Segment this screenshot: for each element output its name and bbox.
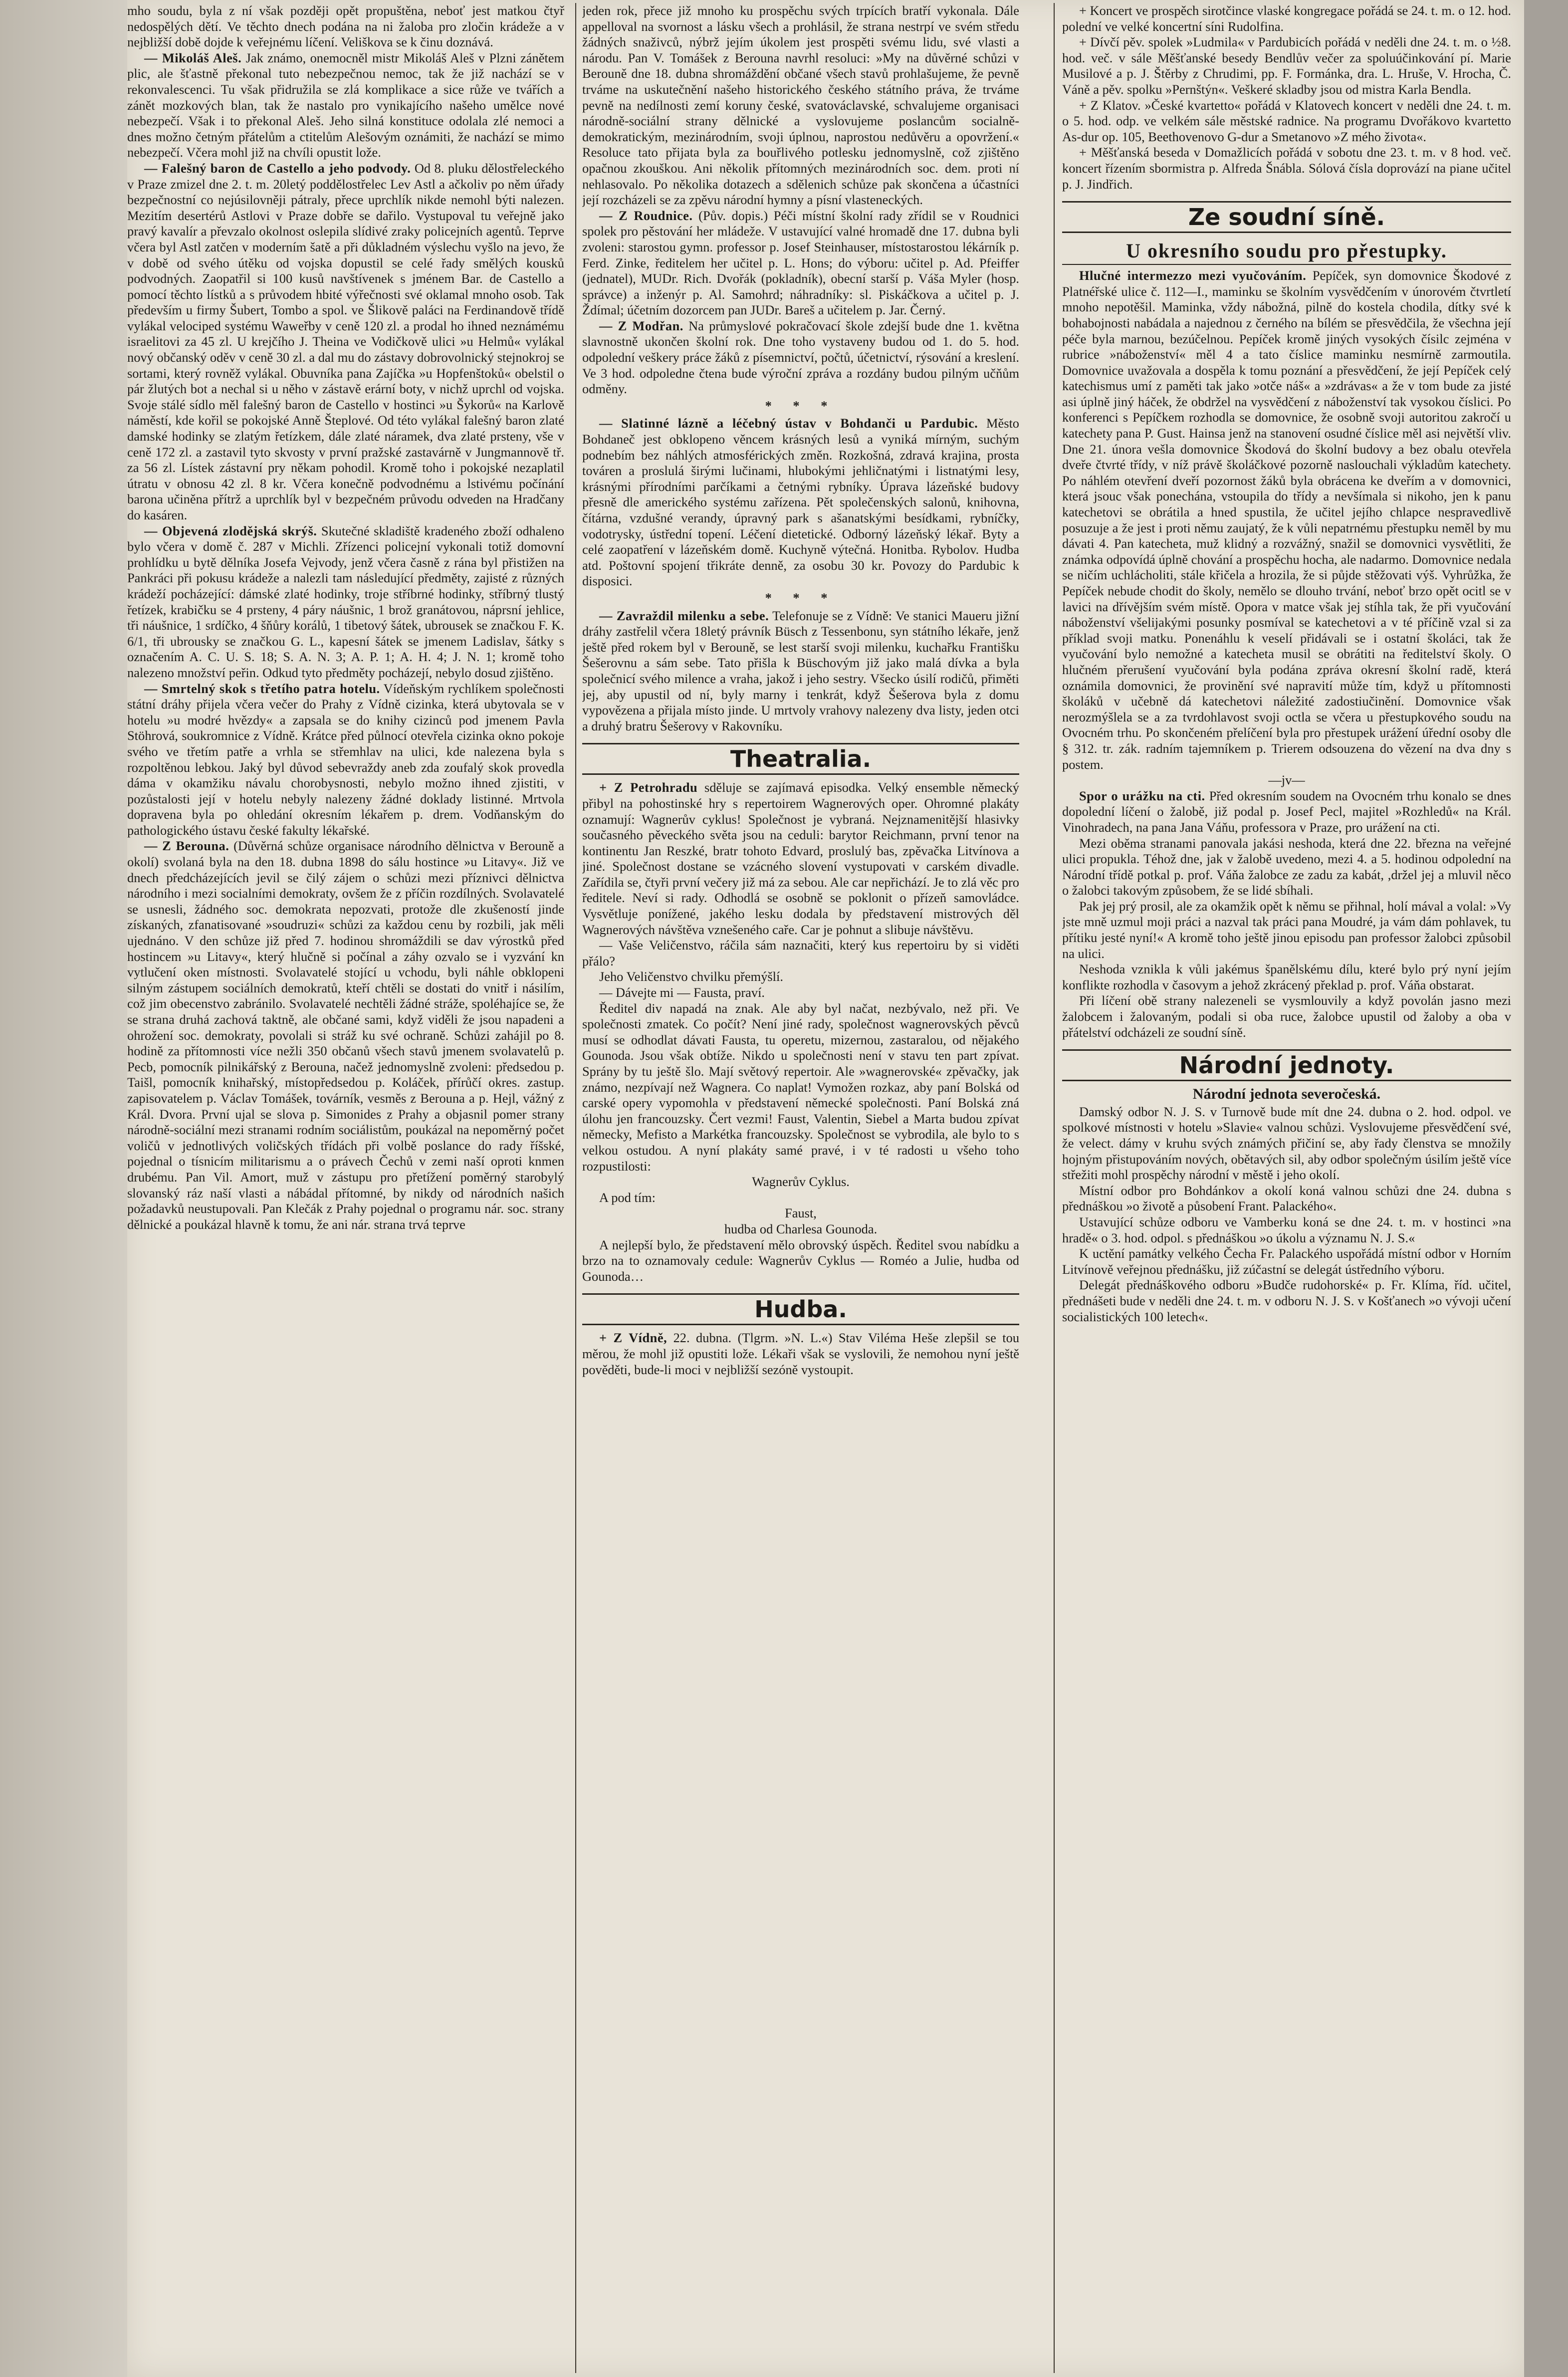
section-title-soudni-sin: Ze soudní síně. — [1062, 201, 1511, 233]
article-headline: — Z Roudnice. — [599, 208, 693, 223]
column-rule — [1054, 3, 1055, 2373]
article-body: Od 8. pluku dělostřeleckého v Praze zmizel dne 2. t. m. 20letý poddělostřelec Lev Astl a ačkoliv po něm úřady bezpečnostní co nejúsilovněji pátraly, přece uprchlík nikde nemohl býti nalezen. Mezitím desertérů Astlovi v Praze dobře se dařilo. Vystupoval tu veřejně jako pravý kavalír a převzalo okolnost oslepila slídivé zraky policejních agentů. Teprve včera byl Astl zatčen v moderním šatě a při důkladném výslechu vyšlo na jevo, že v době od svého útěku od vojska dopustil se celé řady smělých kousků podvodných. Zaopatřil si 100 kusů navštívenek s jménem Bar. de Castello a pomocí těchto lístků a s průvodem hbité výřečnosti své oklamal mnoho osob. Tak především u firmy Šubert, Tombo a spol. ve Šlikově paláci na Ferdinandově třídě vylákal velociped systému Waweřby v ceně 120 zl. a prodal ho ihned neznámému israelitovi za 45 zl. U krejčího J. Theina ve Vodičkově ulici »u Helmů« vylákal nový občanský oděv v ceně 30 zl. a dal mu do zástavy dobrovolnický stejnokroj se sortami, který rovněž vylákal. Obuvníka pana Zajíčka »u Hopfenštoků« obelstil o pár žlutých bot a nechal si u něho v zástavě erární boty, v nichž uprchl od vojska. Svoje stálé sídlo měl falešný baron de Castello v hostinci »u Šykorů« na Karlově náměstí, kde kořil se pokojské Anně Šteplové. Od této vylákal falešný baron zlaté damské hodinky se zlatým řetízkem, dále zlaté náramek, dva zlaté prsteny, vše v ceně 172 zl. a zastavil tyto skvosty v první pražské zastavárně v Jungmannově tř. za 56 zl. Lístek zástavní pry někam pohodil. Kromě toho i pokojské nezaplatil útratu v obnosu 42 zl. 8 kr. Včera konečně podvodnému a lstivému počínání barona učiněna přítrž a uprchlík byl v bezpečném průvodu odveden na Hradčany do kasáren. — [127, 160, 564, 522]
poster-line: Faust, — [785, 1205, 817, 1221]
article-continuation: jeden rok, přece již mnoho ku prospěchu svých trpících bratří vykonala. Dále appelloval na svornost a lásku všech a prohlásil, že strana nestrpí ve svém středu žádných snaživců, nýbrž jejím úkolem jest prospěti svému lidu, své vlasti a národu. Pan V. Tomášek z Berouna navrhl resoluci: »My na důvěrné schůzi v Berouně dne 18. dubna shromáždění občané všech stavů prohlašujeme, že pevně trváme na uskutečnění našeho historického českého státního práva, že trváme pevně na nedílnosti zemí koruny české, svatováclavské, schvalujeme organisaci národně-sociální strany dělnické a vyslovujeme poslancům socialně-demokratickým, mezinárodním, svoji úplnou, naprostou nedůvěru a opovržení.« Resoluce tato přijata byla za bouřlivého potlesku jednomyslně, což zjištěno opačnou zkouškou. Ani několik přítomných mezinárodních soc. dem. proti ní nehlasovalo. Po několika dotazech a sdělenich schůze pak skončena a účastníci její rozcházeli se za zpěvu národní hymny a písní vlasteneckých. — [582, 3, 1019, 208]
notice-turnov: Damský odbor N. J. S. v Turnově bude mít dne 24. dubna o 2. hod. odpol. ve spolkové místnosti v hotelu »Slavie« valnou schůzi. Vyslovujeme přesvědčení své, že velect. dámy v kruhu svých známých přičiní se, aby řady členstva se množily hojným přistupováním nových, obětavých sil, aby odbor společným úsilím ještě více střežiti mohl prospěchy národní v městě i jeho okolí. — [1062, 1104, 1511, 1183]
article-headline: — Objevená zlodějská skrýš. — [144, 523, 317, 538]
article-lazne — [582, 416, 1019, 589]
right-scan-margin — [1524, 0, 1568, 2377]
article-body: Vídeňským rychlíkem společnosti státní dráhy přijela včera večer do Prahy z Vídně cizinka, která ubytovala se v hotelu »u modré hvězdy« a zapsala se do knihy cizinců pod jmenem Pavla Stöhrová, soukromnice z Vídně. Krátce před půlnocí otevřela cizinka okno pokoje svého ve třetím patře a vrhla se střemhlav na ulici, kde nalezena byla s rozpoltěnou lebkou. Jaký byl důvod sebevraždy aneb zda zoufalý skok provedla dáma v okamžiku návalu chorobysnosti, nebylo možno ihned zjistiti, v pozůstalosti její v hotelu nebyly nalezeny žádné doklady listinné. Mrtvola dopravena byla po ohledání okresním lékařem p. drem. Vodňanským do pathologického ústavu české fakulty lékařské. — [127, 681, 564, 838]
article-headline: — Z Modřan. — [599, 318, 683, 333]
article-body: Telefonuje se z Vídně: Ve stanici Maueru jižní dráhy zastřelil včera 18letý právník Büsch z Tessenbonu, syn státního lékaře, jenž ještě před rokem byl v Berouně, se lest starší svoji milenku, kuchařku Františku Šešerovnu a sám sebe. Tato přišla k Büschovým již jako malá dívka a byla společnicí svého milence a vraha, jakož i jeho sestry. Všecko úsilí rodičů, přiměti jej, aby upustil od ní, byly marny i tenkrát, když Šešerova byla z domu vypovězena a přijala místo jinde. U mrtvoly vrahovy nalezeny dva listy, jeden otci a druhý bratru Šešerovy v Rakovníku. — [582, 608, 1019, 733]
article-body: Město Bohdaneč jest obklopeno věncem krásných lesů a vyniká mírným, suchým podnebím bez náhlých atmosférických změn. Rozkošná, zdravá krajina, prosta továren a proslulá širými lučinami, hlubokými jehličnatými i listnatými lesy, krásnými přírodními parčíkami a četnými rybníky. Úprava lázeňské budovy přesně dle amerického systému zařízena. Pět společenských salonů, knihovna, čítárna, vzdušné verandy, úpravný park s ašanatskými besídkami, rybníčky, vodotrysky, ústřední topení. Léčení dietetické. Odborný lázeňský lékař. Byty a celé zaopatření v lázeňském domě. Kuchyně výtečná. Honitba. Rybolov. Hudba atd. Poštovní spojení třikráte denně, za osobu 30 kr. Povozy do Pardubic k disposici. — [582, 416, 1019, 589]
article-body: Ředitel div napadá na znak. Ale aby byl načat, nezbývalo, než při. Ve společnosti zmatek. Co počít? Není jiné rady, společnost wagnerovských pěvců musí se odhodlat dávati Fausta, tu operetu, mizernou, zastaralou, od nějakého Gounoda. Jsou však obtíže. Nikdo u společnosti není v stavu ten part zpívat. Sprány by tu ještě šlo. Mají světový repertoir. Ale »wagnerovské« zpěvačky, jak známo, nezpívají než Wagnera. Co naplat! Vymožen rozkaz, aby paní Bolská od carské opery vypomohla v představení německé společnosti. Paní Bolská zná úlohu jen francouzsky. Čert vezmi! Faust, Valentin, Siebel a Marta budou zpívat německy, Mefisto a Markétka francouzsky. Společnost se vybrodila, ale bylo to s velkou ostudou. A nyní plakáty samé pravé, i v té radosti u všeho toho rozpustilosti: — [582, 1000, 1019, 1174]
article-body: (Důvěrná schůze organisace národního dělnictva v Berouně a okolí) svolaná byla na den 18. dubna 1898 do sálu hostince »u Litavy«. Již ve dnech předcházejících jevil se čilý zájem o schůzi mezi příznivci dělnictva národního i mezi socialními demokraty, ovšem že z příčin rozdílných. Svolavatelé se usnesli, žádného soc. demokrata nepozvati, protože dle zkušeností jinde získaných, zfanatisované »soudruzi« schůzi za každou cenu by rozbili, jak měli ujednáno. V den schůze již před 7. hodinou shromáždili se dav výrostků před hostincem »u Litavy«, který hlučně si počínal a záhy ozvalo se i vyzvání kn vytlučení oken místnosti. Svolavatelé stojící u vchodu, byli náhle obklopeni silným zástupem sociálních demokratů, kteří chtěli se dostati do vnitř i násilím, což jim obecenstvo zabránilo. Svolavatelé nechtěli žádné stráže, spoléhajíce se, že se strana druhá zachová taktně, ale občané sami, když viděli že jsou napadeni a ohrožení soc. demokraty, povolali si stráž ku své ochraně. Schůzi zahájil po 8. hodině za přítomnosti více nežli 350 občanů všech stavů jmenem svolavatelů p. Pecb, pomocník pilnikářský z Berouna, načež jednomyslně zvoleni: předsedou p. Taišl, pomocník knihařský, místopředsedou p. Koláček, přírůčí okres. zastup. zapisovatelem p. Václav Tomášek, továrník, vesměs z Berouna a p. Hejl, vážný z Král. Dvora. První ujal se slova p. Simonides z Prahy a objasnil pomer strany národně-sociální mezi stranami rodním sociálistům, poukázal na nepoměrný počet voličů v jednotlivých voličských třídách při volbě poslance do rady říšské, pojednal o tísnicím militarismu a o právech Čechů v zemi naší oproti knmen drubému. Pan Vil. Amort, muž v zástupu pro přetížení poměrný starobylý slovanský ráz naší vlasti a nábádal přítomné, by nikdy od národních našich požadavků neustupovali. Pan Klečák z Prahy pojednal o programu nár. soc. strany dělnické a poukázal hlavně k tomu, že ani nár. strana trvá teprve — [127, 838, 564, 1232]
subsection-title-severoceska: Národní jednota severočeská. — [1192, 1086, 1381, 1103]
separator-stars: * * * — [765, 590, 837, 605]
article-headline: — Falešný baron de Castello a jeho podvody. — [144, 160, 411, 176]
article-hlucne-intermezzo — [1062, 268, 1511, 772]
article-body: (Pův. dopis.) Péči místní školní rady zřídil se v Roudnici spolek pro pěstování her mládeže. V ustavující valné hromadě dne 17. dubna byli zvoleni: starostou gymn. professor p. Josef Steinhauser, místostarostou lékárník p. Ferd. Zinke, ředitelem her učitel p. L. Hons; do výboru: učitel p. Ad. Pfeiffer (jednatel), MUDr. Rich. Dvořák (pokladník), obecní starší p. Váša Myler (hosp. správce) a inženýr p. Al. Samohrd; náhradníky: sl. Piskáčkova a učitel p. J. Ždímal; účetním dozorcem pan JUDr. Bareš a učitelem p. Jar. Černý. — [582, 208, 1019, 318]
article-headline: — Mikoláš Aleš. — [144, 50, 242, 65]
article-body: Pak jej prý prosil, ale za okamžik opět k němu se přihnal, holí mával a volal: »Vy jste mně uzmul moji práci a nazval tak práci pana Moudré, ja vám dám pohlavek, tu přítiku jesté nyní!« A kromě toho ještě jinou episodu pan professor žalobci způsobil na ulici. — [1062, 898, 1511, 961]
article-headline: — Slatinné lázně a léčebný ústav v Bohdanči u Pardubic. — [599, 416, 978, 431]
article-petrohrad — [582, 780, 1019, 938]
article-body: Před okresním soudem na Ovocném trhu konalo se dnes dopolední líčení o žalobě, již podal p. Josef Pecl, majitel »Rozhledů« na Král. Vinohradech, na pana Jana Váňu, professora v Praze, pro urážení na cti. — [1062, 788, 1511, 835]
notice-kostany: Delegát přednáškového odboru »Budče rudohorské« p. Fr. Klíma, říd. učitel, přednášeti bude v neděli dne 24. t. m. v odboru N. J. S. v Košťanech »o vývoji učení socialistických 100 letech«. — [1062, 1277, 1511, 1324]
section-title-narodni-jednoty: Národní jednoty. — [1062, 1049, 1511, 1081]
article-body: A nejlepší bylo, že představení mělo obrovský úspěch. Ředitel svou nabídku a brzo na to oznamovaly cedule: Wagnerův Cyklus — Roméo a Julie, hudba od Gounoda… — [582, 1237, 1019, 1284]
article-body: Jak známo, onemocněl mistr Mikoláš Aleš v Plzni zánětem plic, ale šťastně překonal tuto nebezpečnou nemoc, tak že již nachází se v rekonvalescenci. Tu však přidružila se zlá komplikace a sice růže ve tvářích a zánět mozkových blan, tak že nastalo pro vynikajícího našeho umělce nové nebezpečí. Však i to překonal Aleš. Jeho silná konstituce odolala zlé nemoci a dnes možno četným přátelům a ctitelům Alešovým oznámiti, že nachází se mimo nebezpečí. Včera mohl již na chvíli opustit lože. — [127, 50, 564, 160]
left-scan-margin — [0, 0, 127, 2377]
article-headline: + Z Vídně, — [599, 1330, 668, 1346]
column-3 — [1062, 3, 1511, 2373]
article-body: sděluje se zajímavá episodka. Velký ensemble německý přibyl na pohostinské hry s repertoirem Wagnerových oper. Ohromné plakáty oznamují: Wagnerův cyklus! Společnost je vybraná. Nejznamenitější hlasivky současného pěveckého světa jsou na ceduli: barytor Reichmann, první tenor na kontinentu Jan Reszké, bratr tohoto Edvard, proslulý bas, zpěvačka Litvínova a jiné. Společnost dostane se vzácného slovení vystupovati v carském divadle. Zařídila se, čtyři první večery již má za sebou. Ale car nepřichází. Je to zlá věc pro ředitele. Neví si rady. Odhodlá se osobně se poklonit o přízeň samovládce. Vysvětluje ponížené, jakého lesku dodala by představení mistrových děl Wagnerových návštěva vznešeného caře. Car je pohnut a slibuje návštěvu. — [582, 780, 1019, 937]
column-1 — [127, 3, 564, 2373]
newspaper-page — [127, 0, 1524, 2377]
notice-klatovy: + Z Klatov. »České kvartetto« pořádá v Klatovech koncert v neděli dne 24. t. m. o 5. hod. odp. ve velkém sále městské radnice. Na programu Dvořákovo kvartetto As-dur op. 105, Beethovenovo G-dur a Smetanovo »Z mého života«. — [1062, 97, 1511, 144]
notice-koncert: + Koncert ve prospěch sirotčince vlaské kongregace pořádá se 24. t. m. o 12. hod. polední ve velké koncertní síni Rudolfina. — [1062, 3, 1511, 34]
article-headline: Hlučné intermezzo mezi vyučováním. — [1079, 268, 1307, 283]
subsection-title-okresni-soud: U okresního soudu pro přestupky. — [1062, 238, 1511, 265]
article-body: Neshoda vznikla k vůli jakémus španělskému dílu, které bylo prý nyní jejím konflikte rozhodla v časovym a jehož zkrácený překlad p. prof. Váňa obstarat. — [1062, 961, 1511, 992]
separator-stars: * * * — [765, 398, 837, 413]
column-2 — [582, 3, 1019, 2373]
dialogue-line: — Vaše Veličenstvo, ráčila sám naznačiti, který kus repertoiru by si viděti přálo? — [582, 938, 1019, 968]
article-headline: — Smrtelný skok s třetího patra hotelu. — [144, 681, 380, 696]
article-beroun — [127, 838, 564, 1232]
article-body: Skutečné skladiště kradeného zboží odhaleno bylo včera v domě č. 287 v Michli. Zřízenci policejní vykonali totiž domovní prohlídku u bytě dělníka Josefa Vejvody, jenž včera časně z rána byl přistižen na Pankráci při pokusu krádeže a nalezli tam následující předměty, zajisté z různých krádeží pocházející: dámské zlaté hodinky, troje stříbrné hodinky, stříbrný tlustý řetízek, krabičku se 4 prsteny, 4 páry náušnic, 1 brož granátovou, náprsní jehlice, tři náušnice, 1 srdíčko, 4 šňůry korálů, 1 tibetový šátek, ubrousek se značkou F. K. 6/1, tři ubrousky se značkou G. L., kapesní šátek se jmenem Ladislav, šátky s označením A. C. U. S. 18; S. A. N. 3; A. P. 1; A. H. 4; J. N. 1; kromě toho nalezeno množství peřin. Odkud tyto předměty pocházejí, nebylo dosud zjištěno. — [127, 523, 564, 680]
article-spor — [1062, 788, 1511, 836]
article-body: Mezi oběma stranami panovala jakási neshoda, která dne 22. března na veřejné ulici propukla. Téhož dne, jak v žalobě uvedeno, mezi 4. a 5. hodinou odpolední na Národní třídě potkal p. prof. Váňa žalobce ze zadu za kabát, ,držel jej a mluvil něco o žalobci takovým způsobem, že se lidé sbíhali. — [1062, 835, 1511, 898]
article-roudnice — [582, 208, 1019, 318]
notice-ludmila: + Dívčí pěv. spolek »Ludmila« v Pardubicích pořádá v neděli dne 24. t. m. o ½8. hod. več. v sále Měšťanské besedy Bendlův večer za spoluúčinkování pí. Marie Musilové a p. J. Štěrby z Chrudimi, pp. F. Formánka, dra. L. Hruše, V. Hrocha, Č. Váně a pěv. spolku »Pernštýn«. Veškeré skladby jsou od mistra Karla Bendla. — [1062, 34, 1511, 97]
article-body: Při líčení obě strany nalezeneli se vysmlouvily a když povolán jasno mezi žalobcem i žalovaným, podali si oba ruce, žalobce upustil od žaloby a oba v přátelství odcházeli ze soudní síně. — [1062, 993, 1511, 1040]
column-rule — [575, 3, 576, 2373]
article-body: Pepíček, syn domovnice Škodové z Platnéřské ulice č. 112—I., maminku se školním vysvědčením v únorovém čtvrtletí mnoho nepotěšil. Maminka, vždy nábožná, pilně do kostela chodila, dítky své k bohabojnosti nabádala a najednou z černého na bílém se přesvědčila, že všechna její péče byla marnou, bezúčelnou. Pepíček kromě jiných vysokých čísilc zejména v rubrice »náboženství« měl 4 a tato číslice maminku nesmírně zarmoutila. Domovnice uvažovala a dospěla k tomu poznání a přesvědčení, že její Pepíček celý katechismus umí z paměti tak jako »otče náš« a »zdrávas« a že v tom bude za jisté asi úplně jiný háček, že obdržel na vysvědčení z náboženství tak vysokou číslici. Po konferenci s Pepíčkem rozhodla se domovnice, že osobně svoji autoritou zakročí u katechety pana P. Gust. Hainsa jenž na stanovení osudné číslice měl asi největší vliv. Dne 21. února vešla domovnice Škodová do školní budovy a bez obalu otevřela dveře čtvrté třídy, v níž právě školáčkové pozorně naslouchali výkladům katechety. Po náhlém otevření dveří pozornost žáků byla obrácena ke dveřím a v domovnici, která jsouc však ponechána, vstoupila do třídy a nevšímala si nikoho, jen k panu katechetovi se obrátila a hned spustila, že učitel jejího chlapce nespravedlivě posuzuje a že jest i proti němu zaujatý, že k vůli nepatrnému přestupku neměl by mu dávati 4. Pan katecheta, muž klidný a rozvážný, snažil se domovnici vysvětliti, že známka odpovídá úplně chování a prospěchu hocha, ale nadarmo. Domovnice nedala se ničím uchlácholiti, stále křičela a hrozila, že si půjde stěžovati výš. Vyhrůžka, že Pepíček nebude chodit do školy, nemělo se dlouho trvání, neboť brzo opět ocitl se v lavici na dřívějším svém místě. Opora v matce však jej stíhla tak, že při vyučování náboženství všelijakými posunky posmíval se katechetovi a v té příčině vzal si za příklad svoji matku. Ponenáhlu k veselí přidávali se i ostatní školáci, tak že vyučování bylo nemožné a katecheta musil se obrátiti na ředitelství školy. O hlučném přerušení vyučování byla podána zpráva okresní školní radě, která oznámila domovnici, že provinění své napravití může tím, když u přítomnosti školáků v učebně dá katechetovi náležité zadostiučinění. Domovnice však nerozmýšlela se a za tvrdohlavost svoji octla se včera u přestupkového soudu na Ovocném trhu. Po skončeném přelíčení byla pro přestupek urážení úřední osoby dle § 312. tr. zák. radním tajemníkem p. Trierem odsouzena do vězení na dva dny s postem. — [1062, 268, 1511, 772]
article-headline: Spor o urážku na cti. — [1079, 788, 1205, 803]
article-milenka — [582, 608, 1019, 734]
notice-domazlice: + Měšťanská beseda v Domažlicích pořádá v sobotu dne 23. t. m. v 8 hod. več. koncert řízením sbormistra p. Alfreda Šnábla. Sólová čísla doprovází na piane učitel p. J. Jindřich. — [1062, 145, 1511, 192]
author-signature: —jv— — [1268, 772, 1305, 788]
section-title-hudba: Hudba. — [582, 1293, 1019, 1325]
article-skryse — [127, 523, 564, 681]
notice-vamberk: Ustavující schůze odboru ve Vamberku koná se dne 24. t. m. v hostinci »na hradě« o 3. hod. odpol. s přednáškou »o úkolu a významu N. J. S.« — [1062, 1214, 1511, 1245]
poster-line: A pod tím: — [599, 1189, 656, 1205]
article-skok — [127, 681, 564, 839]
article-headline: — Zavraždil milenku a sebe. — [599, 608, 769, 623]
poster-line: hudba od Charlesa Gounoda. — [724, 1221, 878, 1236]
dialogue-line: Jeho Veličenstvo chvilku přemýšlí. — [599, 969, 783, 984]
dialogue-line: — Dávejte mi — Fausta, praví. — [599, 985, 765, 1000]
poster-line: Wagnerův Cyklus. — [752, 1174, 850, 1189]
notice-litvinov: K uctění památky velkého Čecha Fr. Palackého uspořádá místní odbor v Horním Litvínově veřejnou přednášku, již zúčastní se delegát ústředního výboru. — [1062, 1246, 1511, 1277]
section-title-theatralia: Theatralia. — [582, 743, 1019, 775]
article-headline: — Z Berouna. — [144, 838, 229, 854]
article-body: Na průmyslové pokračovací škole zdejší bude dne 1. května slavnostně ukončen školní rok. Dne toho vystaveny budou od 1. do 5. hod. odpolední veškery práce žáků z písemnictví, počtů, účetnictví, rýsování a kreslení. Ve 3 hod. odpoledne čtena bude výroční zpráva a rozdány budou pilným učňům odměny. — [582, 318, 1019, 397]
article-headline: + Z Petrohradu — [599, 780, 698, 795]
article-continuation: mho soudu, byla z ní však později opět propuštěna, neboť jest matkou čtyř nedospělých dětí. Ve těchto dnech podána na ni žaloba pro zločin krádeže a v nejbližší době dojde k veřejnému líčení. Veliškova se k činu doznává. — [127, 3, 564, 50]
article-viden — [582, 1330, 1019, 1378]
article-body: 22. dubna. (Tlgrm. »N. L.«) Stav Viléma Heše zlepšil se tou měrou, že mohl již opustiti lože. Lékaři však se vyslovili, že nemohou nyní ještě pověděti, bude-li moci v nejbližší sezóně vystoupit. — [582, 1330, 1019, 1377]
article-ales — [127, 50, 564, 161]
article-castello — [127, 161, 564, 523]
notice-bohdankov: Místní odbor pro Bohdánkov a okolí koná valnou schůzi dne 24. dubna s přednáškou »o životě a působení Frant. Palackého«. — [1062, 1183, 1511, 1214]
article-modrany — [582, 318, 1019, 397]
